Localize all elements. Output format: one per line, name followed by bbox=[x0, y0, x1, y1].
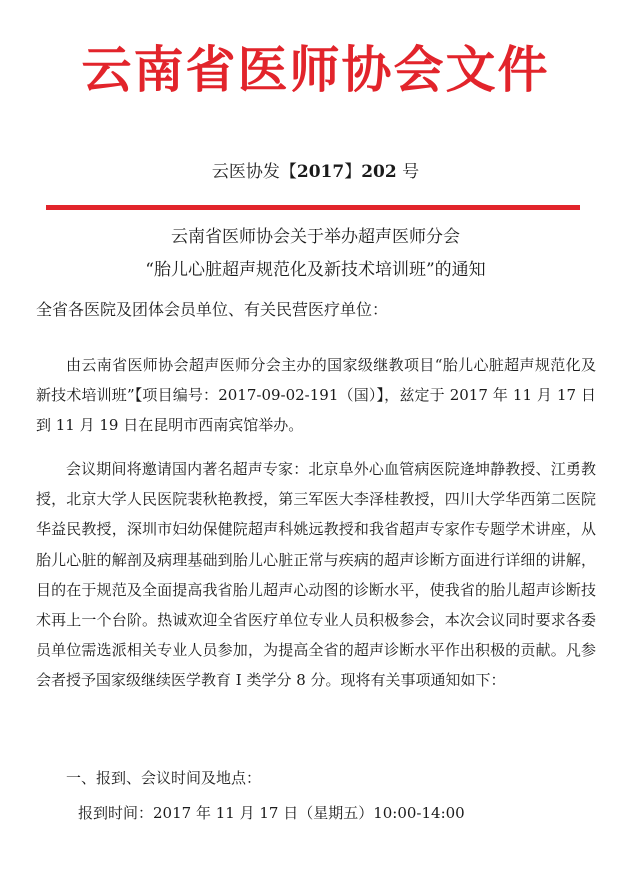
report-time: 报到时间：2017 年 11 月 17 日（星期五）10:00-14:00 bbox=[78, 804, 465, 822]
document-number bbox=[0, 160, 631, 184]
body-paragraph-2: 会议期间将邀请国内著名超声专家：北京阜外心血管病医院逄坤静教授、江勇教授，北京大学人民医院裴秋艳教授，第三军医大李泽桂教授，四川大学华西第二医院华益民教授，深圳市妇幼保健院超声科姚远教授和我省超声专家作专题学术讲座，从胎儿心脏的解剖及病理基础到胎儿心脏正常与疾病的超声诊断方面进行详细的讲解，目的在于规范及全面提高我省胎儿超声心动图的诊断水平，使我省的胎儿超声诊断技术再上一个台阶。热诚欢迎全省医疗单位专业人员积极参会，本次会议同时要求各委员单位需选派相关专业人员参加，为提高全省的超声诊断水平作出积极的贡献。凡参会者授予国家级继续医学教育 I 类学分 8 分。现将有关事项通知如下： bbox=[36, 460, 596, 690]
red-divider-line bbox=[46, 205, 580, 210]
notice-title-line-1: 云南省医师协会关于举办超声医师分会 bbox=[171, 227, 460, 247]
body-paragraph-1: 由云南省医师协会超声医师分会主办的国家级继教项目“胎儿心脏超声规范化及新技术培训班”【项目编号：2017-09-02-191（国）】，兹定于 2017 年 11 月 17 日到 11 月 19 日在昆明市西南宾馆举办。 bbox=[36, 356, 596, 435]
doc-number-prefix: 云医协发【 bbox=[211, 162, 297, 182]
doc-number-suffix: 号 bbox=[396, 162, 420, 182]
section-heading-1: 一、报到、会议时间及地点： bbox=[66, 769, 262, 787]
addressee: 全省各医院及团体会员单位、有关民营医疗单位： bbox=[36, 300, 389, 319]
notice-title-line-2: “胎儿心脏超声规范化及新技术培训班”的通知 bbox=[145, 260, 486, 280]
doc-number-value: 202 bbox=[361, 162, 397, 182]
doc-number-year: 2017 bbox=[296, 162, 345, 182]
masthead-title: 云南省医师协会文件 bbox=[81, 40, 550, 99]
doc-number-middle: 】 bbox=[344, 162, 362, 182]
